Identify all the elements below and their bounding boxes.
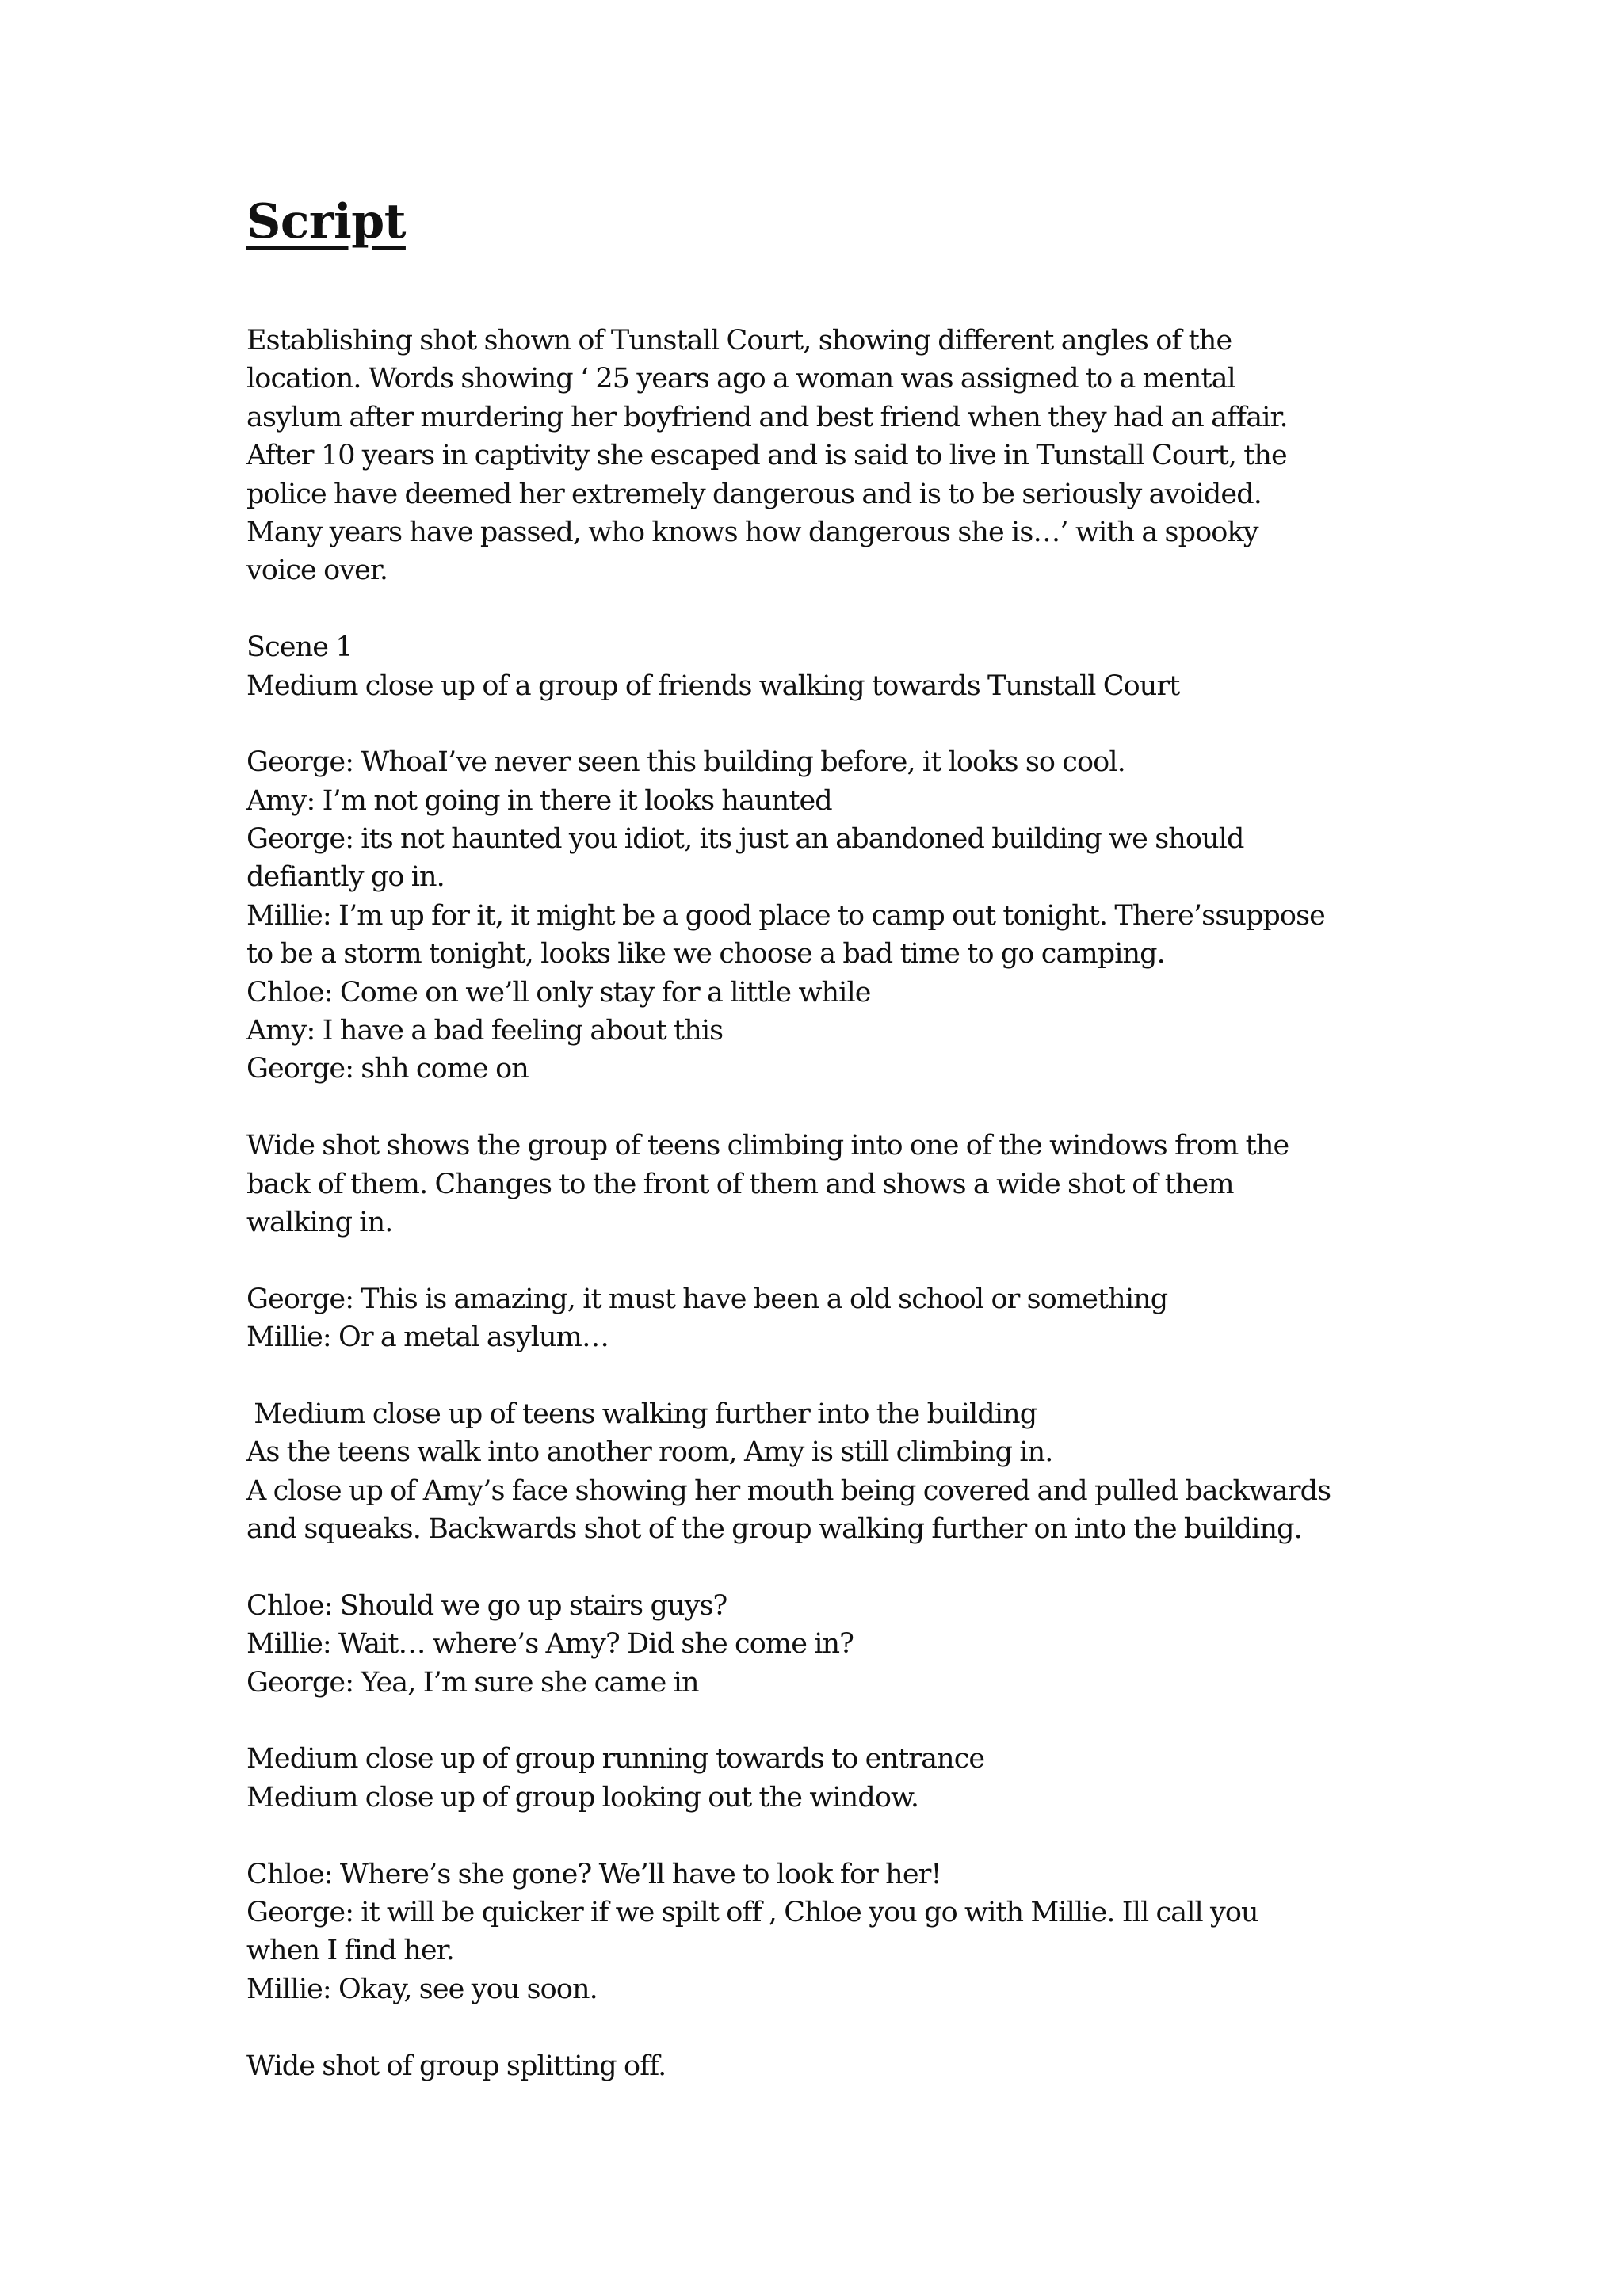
direction-block-3 bbox=[246, 1740, 1403, 1817]
dialogue-block-1 bbox=[246, 743, 1403, 1089]
text-line: After 10 years in captivity she escaped and is said to live in Tunstall Court, the bbox=[246, 440, 1287, 472]
scene-heading bbox=[246, 628, 1403, 705]
text-line: Medium close up of group looking out the window. bbox=[246, 1781, 919, 1814]
direction-block-1 bbox=[246, 1127, 1403, 1241]
script-body bbox=[246, 322, 1403, 2085]
text-line: and squeaks. Backwards shot of the group walking further on into the building. bbox=[246, 1513, 1302, 1546]
paragraph-gap bbox=[246, 705, 1403, 743]
text-line: George: Yea, I’m sure she came in bbox=[246, 1666, 699, 1699]
text-line: voice over. bbox=[246, 555, 388, 587]
text-line: Millie: Wait… where’s Amy? Did she come in? bbox=[246, 1628, 854, 1661]
page-title: Script bbox=[246, 194, 406, 250]
text-line: As the teens walk into another room, Amy is still climbing in. bbox=[246, 1436, 1053, 1469]
paragraph-gap bbox=[246, 1549, 1403, 1587]
text-line: location. Words showing ‘ 25 years ago a woman was assigned to a mental bbox=[246, 363, 1235, 395]
text-line: Millie: Okay, see you soon. bbox=[246, 1973, 598, 2005]
text-line: George: it will be quicker if we spilt off , Chloe you go with Millie. Ill call you bbox=[246, 1897, 1258, 1929]
direction-block-4 bbox=[246, 2047, 1403, 2085]
dialogue-block-3 bbox=[246, 1587, 1403, 1702]
text-line: Chloe: Come on we’ll only stay for a little while bbox=[246, 976, 871, 1009]
paragraph-gap bbox=[246, 590, 1403, 628]
paragraph-gap bbox=[246, 1702, 1403, 1740]
text-line: George: its not haunted you idiot, its just an abandoned building we should bbox=[246, 823, 1244, 856]
text-line: asylum after murdering her boyfriend and best friend when they had an affair. bbox=[246, 401, 1288, 433]
text-line: Medium close up of a group of friends walking towards Tunstall Court bbox=[246, 669, 1180, 702]
text-line: Wide shot shows the group of teens climbing into one of the windows from the bbox=[246, 1130, 1289, 1162]
text-line: when I find her. bbox=[246, 1935, 454, 1967]
text-line: Millie: Or a metal asylum… bbox=[246, 1322, 609, 1354]
paragraph-gap bbox=[246, 1089, 1403, 1127]
text-line: Scene 1 bbox=[246, 631, 353, 664]
text-line: police have deemed her extremely dangerous and is to be seriously avoided. bbox=[246, 478, 1262, 510]
text-line: George: This is amazing, it must have been a old school or something bbox=[246, 1283, 1168, 1315]
paragraph-gap bbox=[246, 2008, 1403, 2046]
paragraph-gap bbox=[246, 1817, 1403, 1855]
text-line: Chloe: Where’s she gone? We’ll have to look for her! bbox=[246, 1858, 941, 1890]
dialogue-block-2 bbox=[246, 1280, 1403, 1357]
text-line: George: WhoaI’ve never seen this building before, it looks so cool. bbox=[246, 746, 1125, 779]
text-line: Amy: I’m not going in there it looks haunted bbox=[246, 784, 832, 817]
text-line: Many years have passed, who knows how dangerous she is…’ with a spooky bbox=[246, 516, 1258, 548]
text-line: Medium close up of group running towards to entrance bbox=[246, 1743, 985, 1775]
dialogue-block-4 bbox=[246, 1855, 1403, 2009]
text-line: Chloe: Should we go up stairs guys? bbox=[246, 1589, 727, 1622]
intro-paragraph bbox=[246, 322, 1403, 590]
text-line: Millie: I’m up for it, it might be a good place to camp out tonight. There’ssuppose bbox=[246, 899, 1325, 932]
direction-block-2 bbox=[246, 1395, 1403, 1549]
document-page bbox=[246, 194, 1403, 2085]
text-line: George: shh come on bbox=[246, 1053, 529, 1085]
text-line: Establishing shot shown of Tunstall Court, showing different angles of the bbox=[246, 325, 1232, 357]
paragraph-gap bbox=[246, 1241, 1403, 1280]
text-line: to be a storm tonight, looks like we choose a bad time to go camping. bbox=[246, 938, 1165, 971]
text-line: back of them. Changes to the front of them and shows a wide shot of them bbox=[246, 1168, 1234, 1200]
text-line: defiantly go in. bbox=[246, 861, 445, 894]
text-line: Wide shot of group splitting off. bbox=[246, 2050, 666, 2082]
text-line: Amy: I have a bad feeling about this bbox=[246, 1015, 724, 1047]
text-line: Medium close up of teens walking further into the building bbox=[246, 1398, 1037, 1430]
text-line: walking in. bbox=[246, 1206, 393, 1238]
text-line: A close up of Amy’s face showing her mouth being covered and pulled backwards bbox=[246, 1474, 1331, 1507]
paragraph-gap bbox=[246, 1357, 1403, 1395]
